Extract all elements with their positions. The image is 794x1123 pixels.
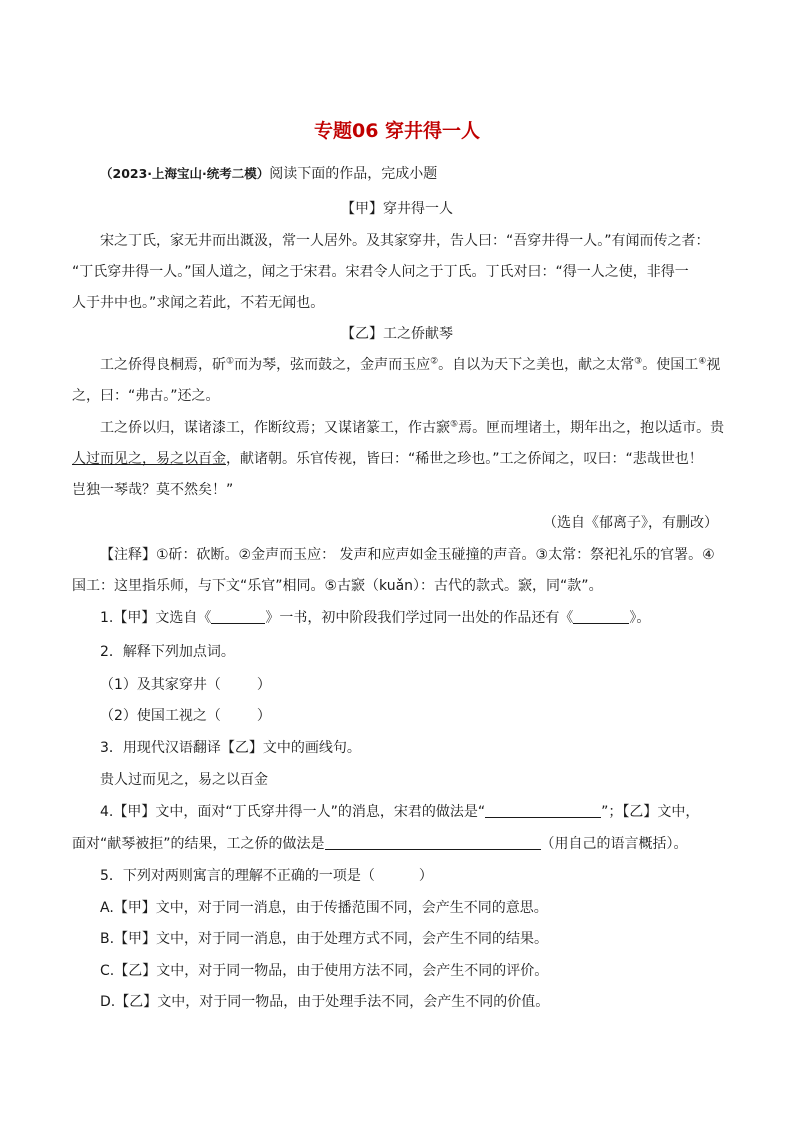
text-span: 5．下列对两则寓言的理解不正确的一项是（	[100, 868, 375, 884]
footnote-marker: ②	[430, 356, 439, 367]
passage-b-line-2: 之，曰：“弗古。”还之。	[72, 388, 220, 404]
text-span: 面对“献琴被拒”的结果，工之侨的做法是	[72, 836, 325, 852]
footnote-marker: ①	[226, 356, 235, 367]
notes-line-2: 国工：这里指乐师，与下文“乐官”相同。⑤古窾（kuǎn）：古代的款式。窾，同“款”。	[72, 578, 603, 594]
answer-blank[interactable]	[211, 609, 265, 624]
passage-b-line-5: 岂独一琴哉？莫不然矣！”	[72, 482, 234, 498]
passage-b-heading: 【乙】工之侨献琴	[341, 326, 453, 342]
passage-a-line-3: 人于井中也。”求闻之若此，不若无闻也。	[72, 295, 325, 311]
question-1	[100, 608, 650, 628]
text-span: 视	[706, 357, 721, 373]
text-span: 。使国工	[642, 357, 699, 373]
intro-text: 阅读下面的作品，完成小题	[269, 166, 438, 182]
question-2: 2．解释下列加点词。	[100, 644, 235, 660]
question-2-item-2	[100, 706, 271, 726]
text-span: （1）及其家穿井（	[100, 677, 221, 693]
text-span: 焉。匣而埋诸土，期年出之，抱以适市。贵	[458, 420, 725, 436]
text-span: 》。	[629, 610, 651, 626]
source-tag: （2023·上海宝山·统考二模）	[100, 166, 270, 181]
question-3: 3．用现代汉语翻译【乙】文中的画线句。	[100, 740, 361, 756]
passage-a-line-1: 宋之丁氏，家无井而出溉汲，常一人居外。及其家穿井，告人曰：“吾穿井得一人。”有闻而传之者：	[100, 233, 710, 249]
passage-a-heading: 【甲】穿井得一人	[341, 201, 453, 217]
question-5	[100, 866, 433, 886]
passage-source: （选自《郁离子》，有删改）	[543, 515, 718, 531]
footnote-marker: ④	[698, 356, 707, 367]
text-span: ）	[256, 708, 271, 724]
notes-line-1: 【注释】①斫：砍断。②金声而玉应： 发声和应声如金玉碰撞的声音。③太常：祭祀礼乐的官署。④	[100, 547, 715, 563]
text-span: 工之侨得良桐焉，斫	[100, 357, 226, 373]
text-span: ”；【乙】文中，	[601, 804, 700, 820]
text-span: 4.【甲】文中，面对“丁氏穿井得一人”的消息，宋君的做法是“	[100, 804, 486, 820]
text-span: 。自以为天下之美也，献之太常	[438, 357, 635, 373]
answer-blank[interactable]	[325, 835, 541, 850]
option-b[interactable]: B.【甲】文中，对于同一消息，由于处理方式不同，会产生不同的结果。	[100, 931, 549, 947]
answer-blank[interactable]	[573, 609, 629, 624]
option-a[interactable]: A.【甲】文中，对于同一消息，由于传播范围不同，会产生不同的意思。	[100, 900, 548, 916]
text-span: 》一书，初中阶段我们学过同一出处的作品还有《	[265, 610, 574, 626]
footnote-marker: ⑤	[450, 419, 459, 430]
text-span: （2）使国工视之（	[100, 708, 221, 724]
text-span: ）	[256, 677, 271, 693]
page-title: 专题06 穿井得一人	[313, 120, 481, 142]
option-c[interactable]: C.【乙】文中，对于同一物品，由于使用方法不同，会产生不同的评价。	[100, 963, 549, 979]
question-4	[100, 802, 699, 822]
underlined-sentence: 人过而见之，易之以百金	[72, 451, 226, 467]
text-span: ，献诸朝。乐官传视，皆曰：“稀世之珍也。”工之侨闻之，叹曰：“悲哉世也！	[226, 451, 703, 467]
passage-a-line-2: “丁氏穿井得一人。”国人道之，闻之于宋君。宋君令人问之于丁氏。丁氏对曰：“得一人之使，非得一	[72, 264, 689, 280]
passage-b-line-3	[100, 418, 724, 438]
question-3-sentence: 贵人过而见之，易之以百金	[100, 772, 268, 788]
passage-b-line-1	[100, 355, 720, 375]
text-span: （用自己的语言概括）。	[540, 836, 688, 852]
option-d[interactable]: D.【乙】文中，对于同一物品，由于处理手法不同，会产生不同的价值。	[100, 994, 550, 1010]
question-intro	[100, 164, 437, 184]
footnote-marker: ③	[634, 356, 643, 367]
text-span: 1.【甲】文选自《	[100, 610, 212, 626]
question-4-cont	[72, 834, 688, 854]
passage-b-line-4	[72, 449, 703, 469]
text-span: 而为琴，弦而鼓之，金声而玉应	[234, 357, 431, 373]
text-span: 工之侨以归，谋诸漆工，作断纹焉；又谋诸篆工，作古窾	[100, 420, 450, 436]
question-2-item-1	[100, 675, 271, 695]
text-span: ）	[418, 868, 433, 884]
answer-blank[interactable]	[485, 803, 601, 818]
